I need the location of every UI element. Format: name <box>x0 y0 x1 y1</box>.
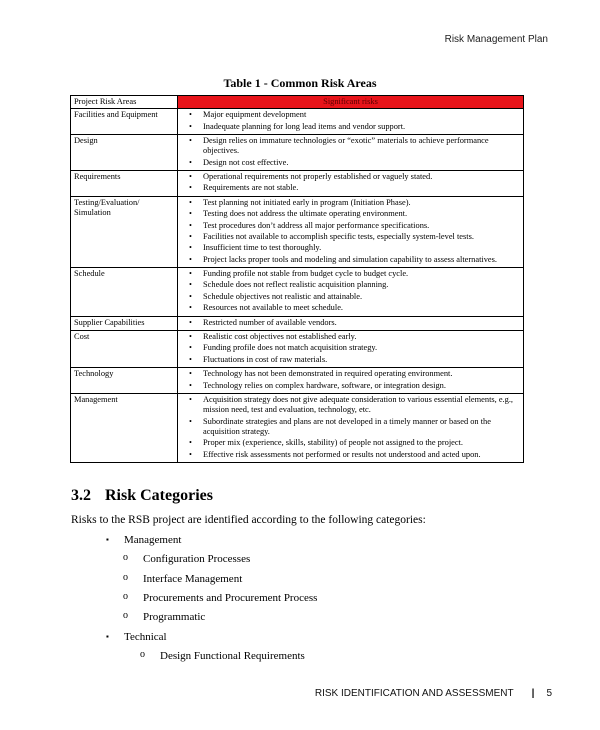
risk-list-cell <box>178 331 524 368</box>
risk-list <box>181 172 520 195</box>
table-row <box>71 331 524 368</box>
risk-area-cell: Management <box>71 394 178 463</box>
risk-list <box>181 198 520 266</box>
risk-item: • Testing does not address the ultimate operating environment. <box>203 209 520 220</box>
risk-area-cell: Cost <box>71 331 178 368</box>
section-intro: Risks to the RSB project are identified according to the following categories: <box>71 514 426 526</box>
subcategory-item <box>140 649 305 662</box>
risk-list-cell <box>178 268 524 317</box>
risk-item: • Proper mix (experience, skills, stability) of people not assigned to the project. <box>203 438 520 449</box>
risk-list-cell <box>178 109 524 135</box>
risk-item: • Effective risk assessments not performed or results not understood and acted upon. <box>203 450 520 461</box>
category-label: Management <box>124 534 182 546</box>
category-item <box>106 534 182 546</box>
risk-area-cell: Design <box>71 134 178 170</box>
subcategory-item <box>123 610 206 623</box>
risk-item: • Technology has not been demonstrated in required operating environment. <box>203 369 520 380</box>
risk-item: • Subordinate strategies and plans are not developed in a timely manner or based on the acquisition strategy. <box>203 417 520 439</box>
subcategory-item <box>123 552 251 565</box>
risk-list-cell <box>178 394 524 463</box>
risk-item: • Requirements are not stable. <box>203 183 520 194</box>
risk-list <box>181 136 520 169</box>
risk-item: • Major equipment development <box>203 110 520 121</box>
risk-item: • Resources not available to meet schedule. <box>203 303 520 314</box>
category-label: Technical <box>124 631 167 643</box>
footer-label: RISK IDENTIFICATION AND ASSESSMENT <box>314 688 514 699</box>
risk-item: • Schedule does not reflect realistic acquisition planning. <box>203 280 520 291</box>
risk-area-cell: Testing/Evaluation/ Simulation <box>71 196 178 267</box>
risk-list <box>181 369 520 392</box>
square-bullet-icon: ▪ <box>106 632 109 641</box>
risk-item: • Funding profile not stable from budget cycle to budget cycle. <box>203 269 520 280</box>
subcategory-label: Procurements and Procurement Process <box>143 592 318 604</box>
subcategory-label: Interface Management <box>143 573 243 585</box>
risk-item: • Insufficient time to test thoroughly. <box>203 243 520 254</box>
risk-list <box>181 395 520 461</box>
subcategory-label: Programmatic <box>143 611 206 623</box>
table-body <box>71 109 524 463</box>
circle-bullet-icon: o <box>123 591 128 602</box>
table-row <box>71 170 524 196</box>
square-bullet-icon: ▪ <box>106 535 109 544</box>
risk-item: • Schedule objectives not realistic and attainable. <box>203 292 520 303</box>
page-footer <box>315 688 552 699</box>
table-caption: Table 1 - Common Risk Areas <box>223 76 377 90</box>
risk-list <box>181 332 520 366</box>
running-header: Risk Management Plan <box>444 34 548 45</box>
circle-bullet-icon: o <box>123 552 128 563</box>
column-header-area: Project Risk Areas <box>71 96 178 109</box>
risk-list-cell <box>178 170 524 196</box>
risk-item: • Design not cost effective. <box>203 158 520 169</box>
risk-item: • Test planning not initiated early in program (Initiation Phase). <box>203 198 520 209</box>
subcategory-item <box>123 572 243 585</box>
risk-area-cell: Schedule <box>71 268 178 317</box>
risk-list-cell <box>178 316 524 330</box>
table-row <box>71 134 524 170</box>
risk-item: • Funding profile does not match acquisition strategy. <box>203 343 520 354</box>
risk-item: • Acquisition strategy does not give adequate consideration to various essential elements, e.g., mission need, test and evaluation, technology, etc. <box>203 395 520 417</box>
circle-bullet-icon: o <box>123 610 128 621</box>
table-row <box>71 196 524 267</box>
table-row <box>71 268 524 317</box>
table-row <box>71 368 524 394</box>
risk-list <box>181 269 520 315</box>
risk-list <box>181 110 520 133</box>
section-title: Risk Categories <box>105 487 213 504</box>
risk-item: • Technology relies on complex hardware, software, or integration design. <box>203 381 520 392</box>
circle-bullet-icon: o <box>140 649 145 660</box>
subcategory-label: Design Functional Requirements <box>160 650 305 662</box>
risk-list <box>181 318 520 329</box>
table-row <box>71 109 524 135</box>
risk-area-cell: Requirements <box>71 170 178 196</box>
risk-item: • Test procedures don’t address all major performance specifications. <box>203 221 520 232</box>
section-heading <box>71 487 213 505</box>
risk-area-cell: Technology <box>71 368 178 394</box>
risk-item: • Project lacks proper tools and modeling and simulation capability to assess alternatives. <box>203 255 520 266</box>
subcategory-label: Configuration Processes <box>143 553 251 565</box>
footer-separator: | <box>531 688 535 699</box>
category-item <box>106 631 167 643</box>
page-number: 5 <box>546 688 552 699</box>
risk-item: • Restricted number of available vendors. <box>203 318 520 329</box>
risk-list-cell <box>178 368 524 394</box>
table-row <box>71 394 524 463</box>
risk-item: • Realistic cost objectives not established early. <box>203 332 520 343</box>
risk-item: • Design relies on immature technologies or “exotic” materials to achieve performance objectives. <box>203 136 520 158</box>
risk-item: • Operational requirements not properly established or vaguely stated. <box>203 172 520 183</box>
risk-item: • Fluctuations in cost of raw materials. <box>203 355 520 366</box>
risk-areas-table <box>70 95 524 463</box>
subcategory-item <box>123 591 318 604</box>
table-header-row <box>71 96 524 109</box>
risk-item: • Inadequate planning for long lead items and vendor support. <box>203 122 520 133</box>
risk-area-cell: Facilities and Equipment <box>71 109 178 135</box>
circle-bullet-icon: o <box>123 572 128 583</box>
risk-list-cell <box>178 196 524 267</box>
table-row <box>71 316 524 330</box>
risk-item: • Facilities not available to accomplish specific tests, especially system-level tests. <box>203 232 520 243</box>
section-number: 3.2 <box>71 487 91 504</box>
risk-list-cell <box>178 134 524 170</box>
column-header-risks: Significant risks <box>178 96 524 109</box>
risk-area-cell: Supplier Capabilities <box>71 316 178 330</box>
